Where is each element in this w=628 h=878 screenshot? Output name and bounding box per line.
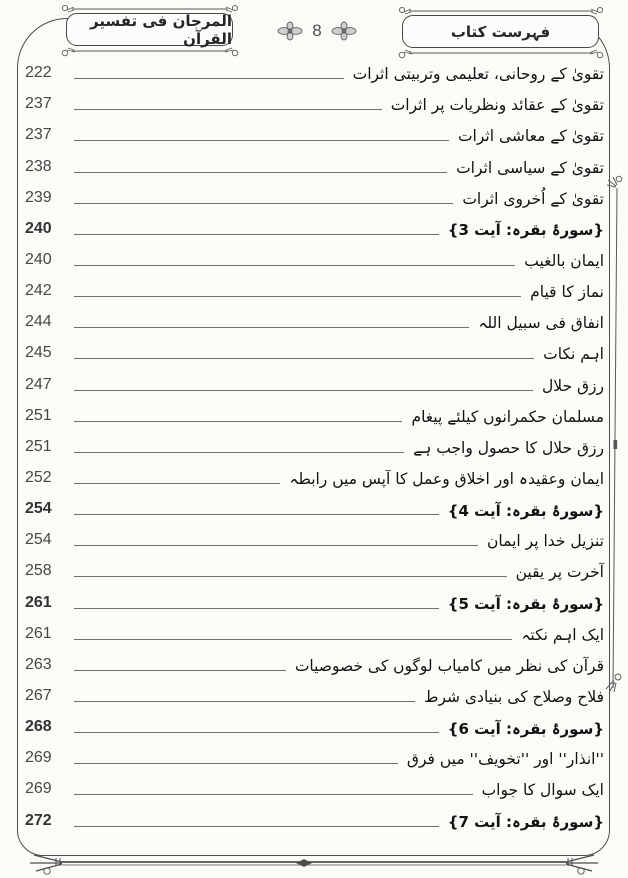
flourish-line-icon [55,46,245,60]
entry-page-number: 251 [25,437,52,455]
toc-item-row [25,334,604,365]
toc-item-row [25,303,604,334]
floral-ornament-icon [331,21,357,41]
toc-item-row [25,116,604,147]
entry-page-number: 238 [25,157,52,175]
page-number: 8 [312,21,322,40]
leader-line [74,109,382,110]
entry-title: {سورۂ بقرہ: آیت 3} [447,221,604,240]
entry-page-number: 245 [25,344,52,362]
entry-title: انفاق فی سبیل اللہ [478,314,604,333]
entry-title: تقویٰ کے روحانی، تعلیمی وتربیتی اثرات [352,65,604,84]
toc-title: فہرست کتاب [450,22,551,41]
toc-item-row [25,739,604,770]
bottom-rule-ornament-icon [0,850,628,878]
toc-item-row [25,677,604,708]
entry-page-number: 254 [25,500,52,518]
leader-line [74,763,398,764]
entry-title: ''انذار'' اور ''تخویف'' میں فرق [406,750,604,769]
entry-title: اہم نکات [543,345,604,364]
leader-line [74,421,402,422]
entry-title: {سورۂ بقرہ: آیت 6} [447,719,604,738]
toc-item-row [25,85,604,116]
entry-page-number: 267 [25,686,52,704]
entry-title: ایمان وعقیدہ اور اخلاق وعمل کا آپس میں رابطہ [289,469,604,488]
entry-title: رزق حلال کا حصول واجب ہے [413,438,604,457]
entry-title: تقویٰ کے اُخروی اثرات [462,189,604,208]
leader-line [74,576,507,577]
toc-section-row [25,490,604,521]
entry-title: مسلمان حکمرانوں کیلئے پیغام [411,407,604,426]
entry-page-number: 254 [25,531,52,549]
entry-title: تنزیل خدا پر ایمان [487,532,604,551]
book-title: المرجان فی تفسیر القرآن [90,11,232,48]
toc-section-row [25,708,604,739]
flourish-line-icon [392,48,610,62]
entry-title: تقویٰ کے سیاسی اثرات [456,158,604,177]
entry-page-number: 237 [25,126,52,144]
leader-line [74,452,404,453]
toc-item-row [25,397,604,428]
toc-section-row [25,583,604,614]
entry-page-number: 222 [25,64,52,82]
leader-line [74,794,473,795]
entry-title: رزق حلال [541,376,604,395]
toc-item-row [25,459,604,490]
toc-item-row [25,615,604,646]
leader-line [74,203,453,204]
leader-line [74,265,515,266]
entry-title: تقویٰ کے عقائد ونظریات پر اثرات [390,96,604,115]
entry-title: {سورۂ بقرہ: آیت 7} [447,813,604,832]
leader-line [74,140,449,141]
toc-item-row [25,241,604,272]
entry-title: ایمان بالغیب [524,251,604,270]
entry-page-number: 272 [25,811,52,829]
leader-line [74,826,439,827]
leader-line [74,545,478,546]
entry-page-number: 252 [25,468,52,486]
leader-line [74,172,447,173]
entry-title: فلاح وصلاح کی بنیادی شرط [424,687,604,706]
entry-page-number: 244 [25,313,52,331]
entry-title: {سورۂ بقرہ: آیت 5} [447,595,604,614]
toc-item-row [25,552,604,583]
entry-page-number: 242 [25,282,52,300]
toc-item-row [25,521,604,552]
leader-line [74,78,344,79]
book-title-box [66,13,233,46]
entry-title: آخرت پر یقین [515,563,604,582]
toc-section-row [25,210,604,241]
entry-title: تقویٰ کے معاشی اثرات [457,127,604,146]
leader-line [74,390,533,391]
entry-page-number: 263 [25,655,52,673]
entry-title: ایک اہم نکتہ [521,625,604,644]
entry-page-number: 258 [25,562,52,580]
toc-item-row [25,147,604,178]
leader-line [74,701,415,702]
toc-item-row [25,428,604,459]
entry-title: {سورۂ بقرہ: آیت 4} [447,501,604,520]
leader-line [74,358,534,359]
entry-title: قرآن کی نظر میں کامیاب لوگوں کی خصوصیات [294,656,604,675]
toc-item-row [25,646,604,677]
toc-item-row [25,272,604,303]
leader-line [74,514,439,515]
entry-page-number: 237 [25,95,52,113]
entry-page-number: 240 [25,219,52,237]
entry-title: ایک سوال کا جواب [481,781,604,800]
leader-line [74,483,280,484]
entry-page-number: 251 [25,406,52,424]
entry-page-number: 269 [25,749,52,767]
leader-line [74,670,286,671]
leader-line [74,296,521,297]
leader-line [74,327,469,328]
entry-page-number: 240 [25,250,52,268]
toc-title-box [402,15,599,48]
entry-page-number: 239 [25,188,52,206]
floral-ornament-icon [277,21,303,41]
toc-list [25,54,604,833]
entry-page-number: 247 [25,375,52,393]
entry-title: نماز کا قیام [530,283,604,302]
toc-item-row [25,365,604,396]
leader-line [74,732,439,733]
toc-item-row [25,179,604,210]
entry-page-number: 261 [25,624,52,642]
entry-page-number: 261 [25,593,52,611]
toc-item-row [25,770,604,801]
entry-page-number: 268 [25,718,52,736]
entry-page-number: 269 [25,780,52,798]
toc-section-row [25,801,604,832]
leader-line [74,639,512,640]
page-number-header [263,14,371,48]
leader-line [74,608,439,609]
margin-rule-ornament-icon [603,172,625,702]
leader-line [74,234,439,235]
